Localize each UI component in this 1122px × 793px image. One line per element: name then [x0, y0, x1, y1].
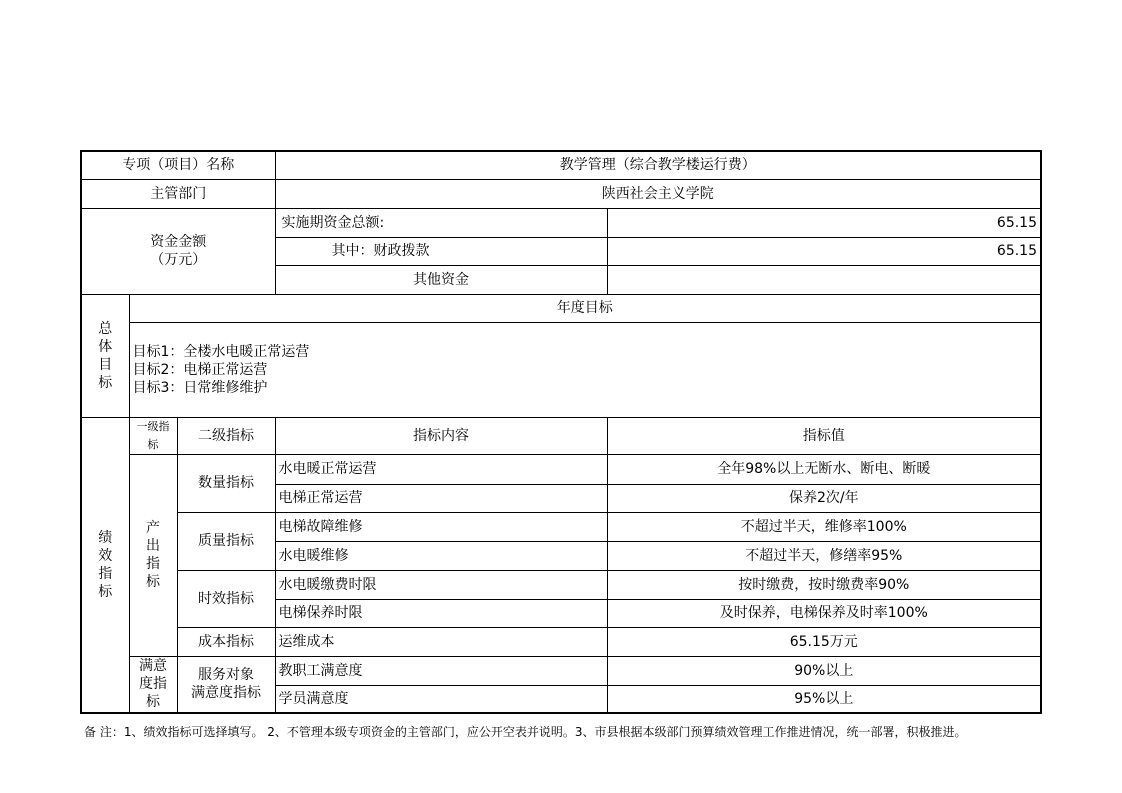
table-row-content: 教职工满意度	[275, 656, 607, 685]
table-row-content: 电梯保养时限	[275, 599, 607, 627]
col-header-level2: 二级指标	[177, 417, 275, 454]
annual-goal-header: 年度目标	[129, 294, 1041, 322]
overall-goal-label: 总 体 目 标	[81, 294, 129, 417]
total-funds-label: 实施期资金总额:	[275, 208, 607, 237]
table-row-value: 全年98%以上无断水、断电、断暖	[607, 454, 1041, 484]
quantity-indicator-label: 数量指标	[177, 454, 275, 512]
table-row-content: 水电暖维修	[275, 541, 607, 570]
goal-item: 目标1：全楼水电暖正常运营	[132, 343, 310, 360]
table-row-content: 水电暖正常运营	[275, 454, 607, 484]
goal-item: 目标2：电梯正常运营	[132, 361, 268, 378]
footnote: 备 注：1、绩效指标可选择填写。 2、不管理本级专项资金的主管部门，应公开空表并说明。3、市县根据本级部门预算绩效管理工作推进情况，统一部署，积极推进。	[84, 725, 967, 739]
satisfaction-indicator-label: 满意 度指 标	[129, 656, 177, 713]
table-row-value: 65.15万元	[607, 627, 1041, 656]
annual-goal-list	[129, 322, 1041, 417]
funds-label-line1: 资金金额	[150, 234, 207, 250]
output-indicator-label: 产 出 指 标	[129, 454, 177, 656]
table-row-content: 电梯正常运营	[275, 484, 607, 512]
dept-label: 主管部门	[81, 179, 275, 208]
table-row-value: 按时缴费，按时缴费率90%	[607, 570, 1041, 599]
table-row-content: 水电暖缴费时限	[275, 570, 607, 599]
cost-indicator-label: 成本指标	[177, 627, 275, 656]
table-row-value: 90%以上	[607, 656, 1041, 685]
table-row-value: 95%以上	[607, 685, 1041, 713]
table-row-value: 不超过半天，维修率100%	[607, 512, 1041, 541]
table-row-value: 保养2次/年	[607, 484, 1041, 512]
funds-label-line2: （万元）	[150, 252, 207, 268]
table-row-content: 学员满意度	[275, 685, 607, 713]
total-funds-value: 65.15	[607, 208, 1041, 237]
project-name-value: 教学管理（综合教学楼运行费）	[275, 151, 1041, 179]
timeliness-indicator-label: 时效指标	[177, 570, 275, 627]
service-satisfaction-label: 服务对象 满意度指标	[177, 656, 275, 713]
quality-indicator-label: 质量指标	[177, 512, 275, 570]
table-row-value: 及时保养，电梯保养及时率100%	[607, 599, 1041, 627]
col-header-value: 指标值	[607, 417, 1041, 454]
performance-indicator-label: 绩 效 指 标	[81, 417, 129, 713]
col-header-level1: 一级指标	[129, 417, 177, 454]
other-funds-value	[607, 265, 1041, 294]
project-name-label: 专项（项目）名称	[81, 151, 275, 179]
table-row-value: 不超过半天，修缮率95%	[607, 541, 1041, 570]
fiscal-funds-value: 65.15	[607, 237, 1041, 265]
table-row-content: 运维成本	[275, 627, 607, 656]
performance-goal-table	[80, 150, 1042, 714]
table-row-content: 电梯故障维修	[275, 512, 607, 541]
goal-item: 目标3：日常维修维护	[132, 379, 268, 396]
dept-value: 陕西社会主义学院	[275, 179, 1041, 208]
other-funds-label: 其他资金	[275, 265, 607, 294]
fiscal-funds-label: 其中：财政拨款	[275, 237, 607, 265]
col-header-content: 指标内容	[275, 417, 607, 454]
funds-label	[81, 208, 275, 294]
